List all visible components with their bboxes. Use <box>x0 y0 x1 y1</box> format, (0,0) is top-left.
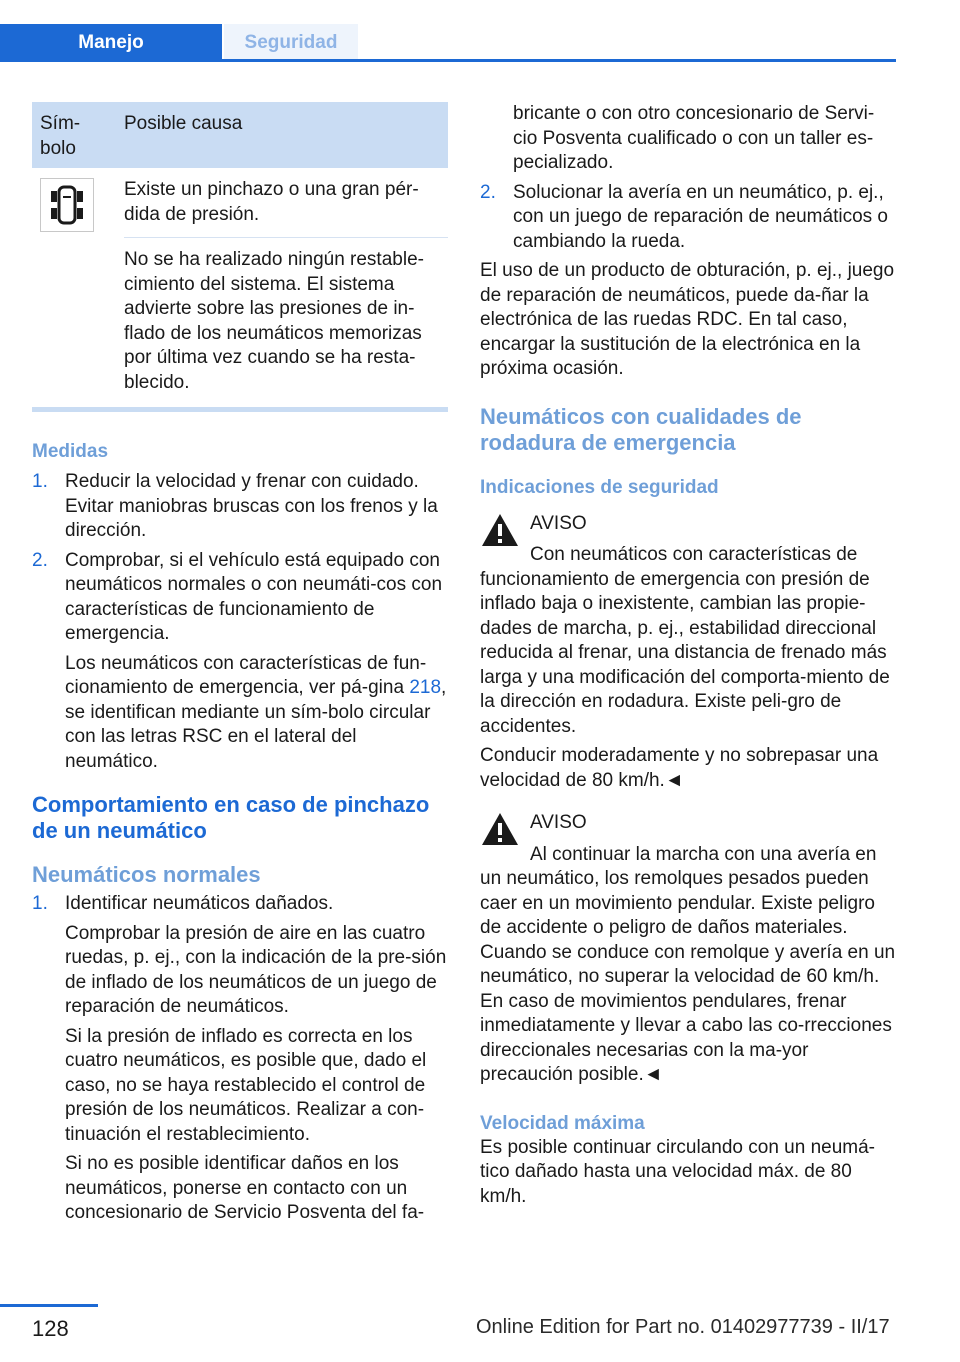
normal-tires-heading: Neumáticos normales <box>32 862 261 887</box>
symbol-cause-table <box>32 102 448 412</box>
page-number: 128 <box>32 1316 69 1341</box>
edition-note: Online Edition for Part no. 01402977739 - II/17 <box>476 1316 890 1338</box>
warning-instruction: Conducir moderadamente y no sobrepasar una velocidad de 80 km/h.◄ <box>480 745 879 791</box>
table-header <box>32 102 448 168</box>
list-text: Identificar neumáticos dañados. <box>65 893 334 914</box>
cause-puncture: Existe un pinchazo o una gran pér‐dida de presión. <box>124 168 448 238</box>
warning-first-line: Al continuar la marcha con una avería en <box>530 843 877 865</box>
warning-text: funcionamiento de emergencia con presión de inflado baja o inexistente, cambian las propie‐dades de marcha, p. ej., estabilidad direccional reducida al frenar, una distancia de frenado más larga y una modificación del comporta‐miento de la dirección en rodadura. Existe peli‐gro de accidentes. <box>480 568 890 737</box>
header-rule <box>0 59 896 62</box>
warning-label: AVISO <box>530 512 587 534</box>
cause-cell <box>124 168 448 407</box>
pinchazo-heading: Comportamiento en caso de pinchazo de un neumático <box>32 792 430 843</box>
list-number: 1. <box>32 893 48 914</box>
list-text: Comprobar, si el vehículo está equipado con neumáticos normales o con neumáti‐cos con características de funcionamiento de emergencia. <box>65 549 443 644</box>
max-speed-text: Es posible continuar circulando con un neumá‐tico dañado hasta una velocidad máx. de 80 km/h. <box>480 1136 876 1207</box>
header-symbol: Sím‐ bolo <box>40 113 81 159</box>
rsc-heading: Neumáticos con cualidades de rodadura de emergencia <box>480 403 802 455</box>
warning-block <box>480 811 896 1088</box>
list-number: 2. <box>480 181 496 203</box>
tab-seguridad[interactable]: Seguridad <box>224 24 358 62</box>
medidas-heading: Medidas <box>32 441 109 462</box>
chapter-tabs <box>0 24 896 62</box>
max-speed-heading: Velocidad máxima <box>480 1112 645 1134</box>
warning-triangle-icon <box>480 512 520 548</box>
header-cause: Posible causa <box>124 113 243 134</box>
list-number: 2. <box>32 549 48 571</box>
page-link-218[interactable]: 218 <box>409 677 442 698</box>
symbol-cell <box>32 168 124 407</box>
paragraph: Comprobar la presión de aire en las cuatro ruedas, p. ej., con la indicación de la pre‐sión de inflado de los neumáticos de un juego de reparación de neumáticos. <box>65 922 447 1017</box>
warning-text: un neumático, los remolques pesados pueden caer en un movimiento pendular. Existe peligro de accidente o peligro de daños materiales. Cuando se conduce con remolque y avería en un neumático, no superar la velocidad de 60 km/h. En caso de movimientos pendulares, frenar inmediatamente y llevar a cabo las co‐rrecciones direccionales necesarias con la ma‐yor precaución posible.◄ <box>480 868 896 1085</box>
list-text: Reducir la velocidad y frenar con cuidado. Evitar maniobras bruscas con los frenos y la dirección. <box>65 471 438 541</box>
tab-manejo[interactable]: Manejo <box>0 24 222 62</box>
tire-pressure-warning-icon <box>40 178 94 232</box>
left-column <box>32 102 448 1226</box>
note-text-a: Los neumáticos con características de fun‐cionamiento de emergencia, ver pá‐gina <box>65 652 427 698</box>
table-bottom-rule <box>32 407 448 412</box>
list-number: 1. <box>32 471 48 492</box>
table-row <box>32 168 448 407</box>
cause-no-reset: No se ha realizado ningún restable‐cimiento del sistema. El sistema advierte sobre las presiones de in‐flado de los neumáticos memorizas por última vez cuando se ha resta‐blecido. <box>124 249 424 393</box>
right-column <box>480 102 896 1209</box>
safety-heading: Indicaciones de seguridad <box>480 476 719 498</box>
warning-first-line: Con neumáticos con características de <box>530 544 858 565</box>
paragraph: Si la presión de inflado es correcta en los cuatro neumáticos, es posible que, dado el caso, no se haya restablecido el control de presión de los neumáticos. Realizar a con‐tinuación el restablecimiento. <box>65 1025 427 1145</box>
list-item <box>480 181 896 255</box>
note-text-b: , se identifican mediante un sím‐bolo circular con las letras RSC en el lateral del neumático. <box>65 677 447 772</box>
warning-triangle-icon <box>480 811 520 847</box>
paragraph: Si no es posible identificar daños en los neumáticos, ponerse en contacto con un concesionario de Servicio Posventa del fa‐ <box>65 1153 425 1223</box>
rdc-paragraph: El uso de un producto de obturación, p. ej., juego de reparación de neumáticos, puede da‐ñar la electrónica de las ruedas RDC. En tal caso, encargar la sustitución de la electrónica en la próxima ocasión. <box>480 260 895 379</box>
paragraph-continued: bricante o con otro concesionario de Servi‐cio Posventa cualificado o con un taller es‐pecializado. <box>513 103 875 173</box>
warning-block <box>480 512 896 794</box>
warning-label: AVISO <box>530 812 587 833</box>
rsc-note <box>32 652 448 775</box>
list-text: Solucionar la avería en un neumático, p. ej., con un juego de reparación de neumáticos o cambiando la rueda. <box>513 181 888 252</box>
list-item <box>32 549 448 647</box>
footer-rule <box>0 1304 98 1307</box>
list-item <box>32 470 448 544</box>
list-item <box>32 892 448 917</box>
